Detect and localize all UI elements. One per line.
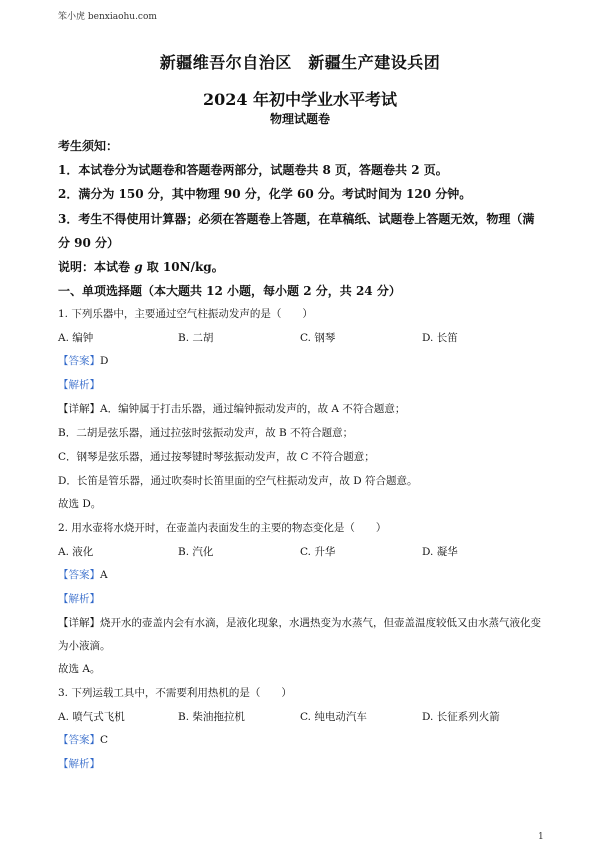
answer-tag: 【答案】	[58, 569, 100, 581]
exam-region-title: 新疆维吾尔自治区 新疆生产建设兵团	[159, 53, 441, 72]
q1-detail-line-3: C．钢琴是弦乐器，通过按琴键时琴弦振动发声，故 C 不符合题意；	[58, 451, 375, 463]
notice-item-3: 3．考生不得使用计算器；必须在答题卷上答题，在草稿纸、试题卷上答题无效，物理（满	[58, 212, 535, 226]
q1-option-a: A. 编钟	[58, 332, 94, 344]
paper-subject-title: 物理试题卷	[269, 112, 330, 126]
q2-stem: 2. 用水壶将水烧开时，在壶盖内表面发生的主要的物态变化是（ ）	[58, 522, 387, 534]
note-suffix: 取 10N/kg。	[142, 260, 224, 274]
q1-analysis-tag: 【解析】	[58, 379, 100, 391]
q3-options	[58, 709, 558, 725]
q1-stem: 1. 下列乐器中，主要通过空气柱振动发声的是（ ）	[58, 308, 313, 320]
q2-detail-text-1: 烧开水的壶盖内会有水滴，是液化现象，水遇热变为水蒸气，但壶盖温度较低又由水蒸气液化变	[100, 617, 541, 629]
q1-options	[58, 330, 558, 346]
answer-tag: 【答案】	[58, 734, 100, 746]
q2-option-b: B. 汽化	[178, 546, 214, 558]
q2-analysis-tag: 【解析】	[58, 593, 100, 605]
q1-answer-value: D	[100, 355, 109, 367]
section-heading: 一、单项选择题（本大题共 12 小题，每小题 2 分，共 24 分）	[58, 284, 401, 298]
q1-detail-line-1	[58, 401, 405, 416]
notice-item-1: 1．本试卷分为试题卷和答题卷两部分，试题卷共 8 页，答题卷共 2 页。	[58, 163, 448, 177]
note-line	[58, 258, 224, 275]
q3-answer	[58, 732, 108, 747]
q3-stem: 3. 下列运载工具中，不需要利用热机的是（ ）	[58, 687, 292, 699]
answer-tag: 【答案】	[58, 355, 100, 367]
q2-detail-line-1	[58, 615, 541, 630]
page-number: 1	[538, 832, 544, 842]
q1-answer	[58, 353, 108, 368]
q1-option-d: D. 长笛	[422, 332, 458, 344]
q3-option-c: C. 纯电动汽车	[300, 711, 367, 723]
q1-detail-line-4: D．长笛是管乐器，通过吹奏时长笛里面的空气柱振动发声，故 D 符合题意。	[58, 475, 418, 487]
q3-analysis-tag: 【解析】	[58, 758, 100, 770]
note-prefix: 说明：本试卷	[58, 260, 135, 274]
watermark: 笨小虎 benxiaohu.com	[58, 12, 157, 22]
notice-item-2: 2．满分为 150 分，其中物理 90 分，化学 60 分。考试时间为 120 分钟。	[58, 187, 472, 201]
detail-tag: 【详解】	[58, 617, 100, 629]
note-g-symbol: g	[134, 260, 143, 274]
q3-option-a: A. 喷气式飞机	[58, 711, 125, 723]
q2-answer-value: A	[100, 569, 108, 581]
q2-option-a: A. 液化	[58, 546, 94, 558]
q2-conclusion: 故选 A。	[58, 663, 101, 675]
q1-option-b: B. 二胡	[178, 332, 214, 344]
q1-option-c: C. 钢琴	[300, 332, 336, 344]
notice-heading: 考生须知：	[58, 139, 119, 153]
q1-detail-line-2: B．二胡是弦乐器，通过拉弦时弦振动发声，故 B 不符合题意；	[58, 427, 354, 439]
detail-tag: 【详解】	[58, 403, 100, 415]
q3-answer-value: C	[100, 734, 109, 746]
exam-year-title: 2024 年初中学业水平考试	[202, 90, 398, 109]
q2-answer	[58, 567, 108, 582]
q2-options	[58, 544, 558, 560]
q1-detail-text-1: A．编钟属于打击乐器，通过编钟振动发声的，故 A 不符合题意；	[100, 403, 406, 415]
q2-detail-line-2: 为小液滴。	[58, 640, 111, 652]
q2-option-d: D. 凝华	[422, 546, 458, 558]
q3-option-b: B. 柴油拖拉机	[178, 711, 245, 723]
q1-conclusion: 故选 D。	[58, 498, 102, 510]
q3-option-d: D. 长征系列火箭	[422, 711, 500, 723]
q2-option-c: C. 升华	[300, 546, 336, 558]
notice-item-3-cont: 分 90 分）	[58, 236, 120, 250]
